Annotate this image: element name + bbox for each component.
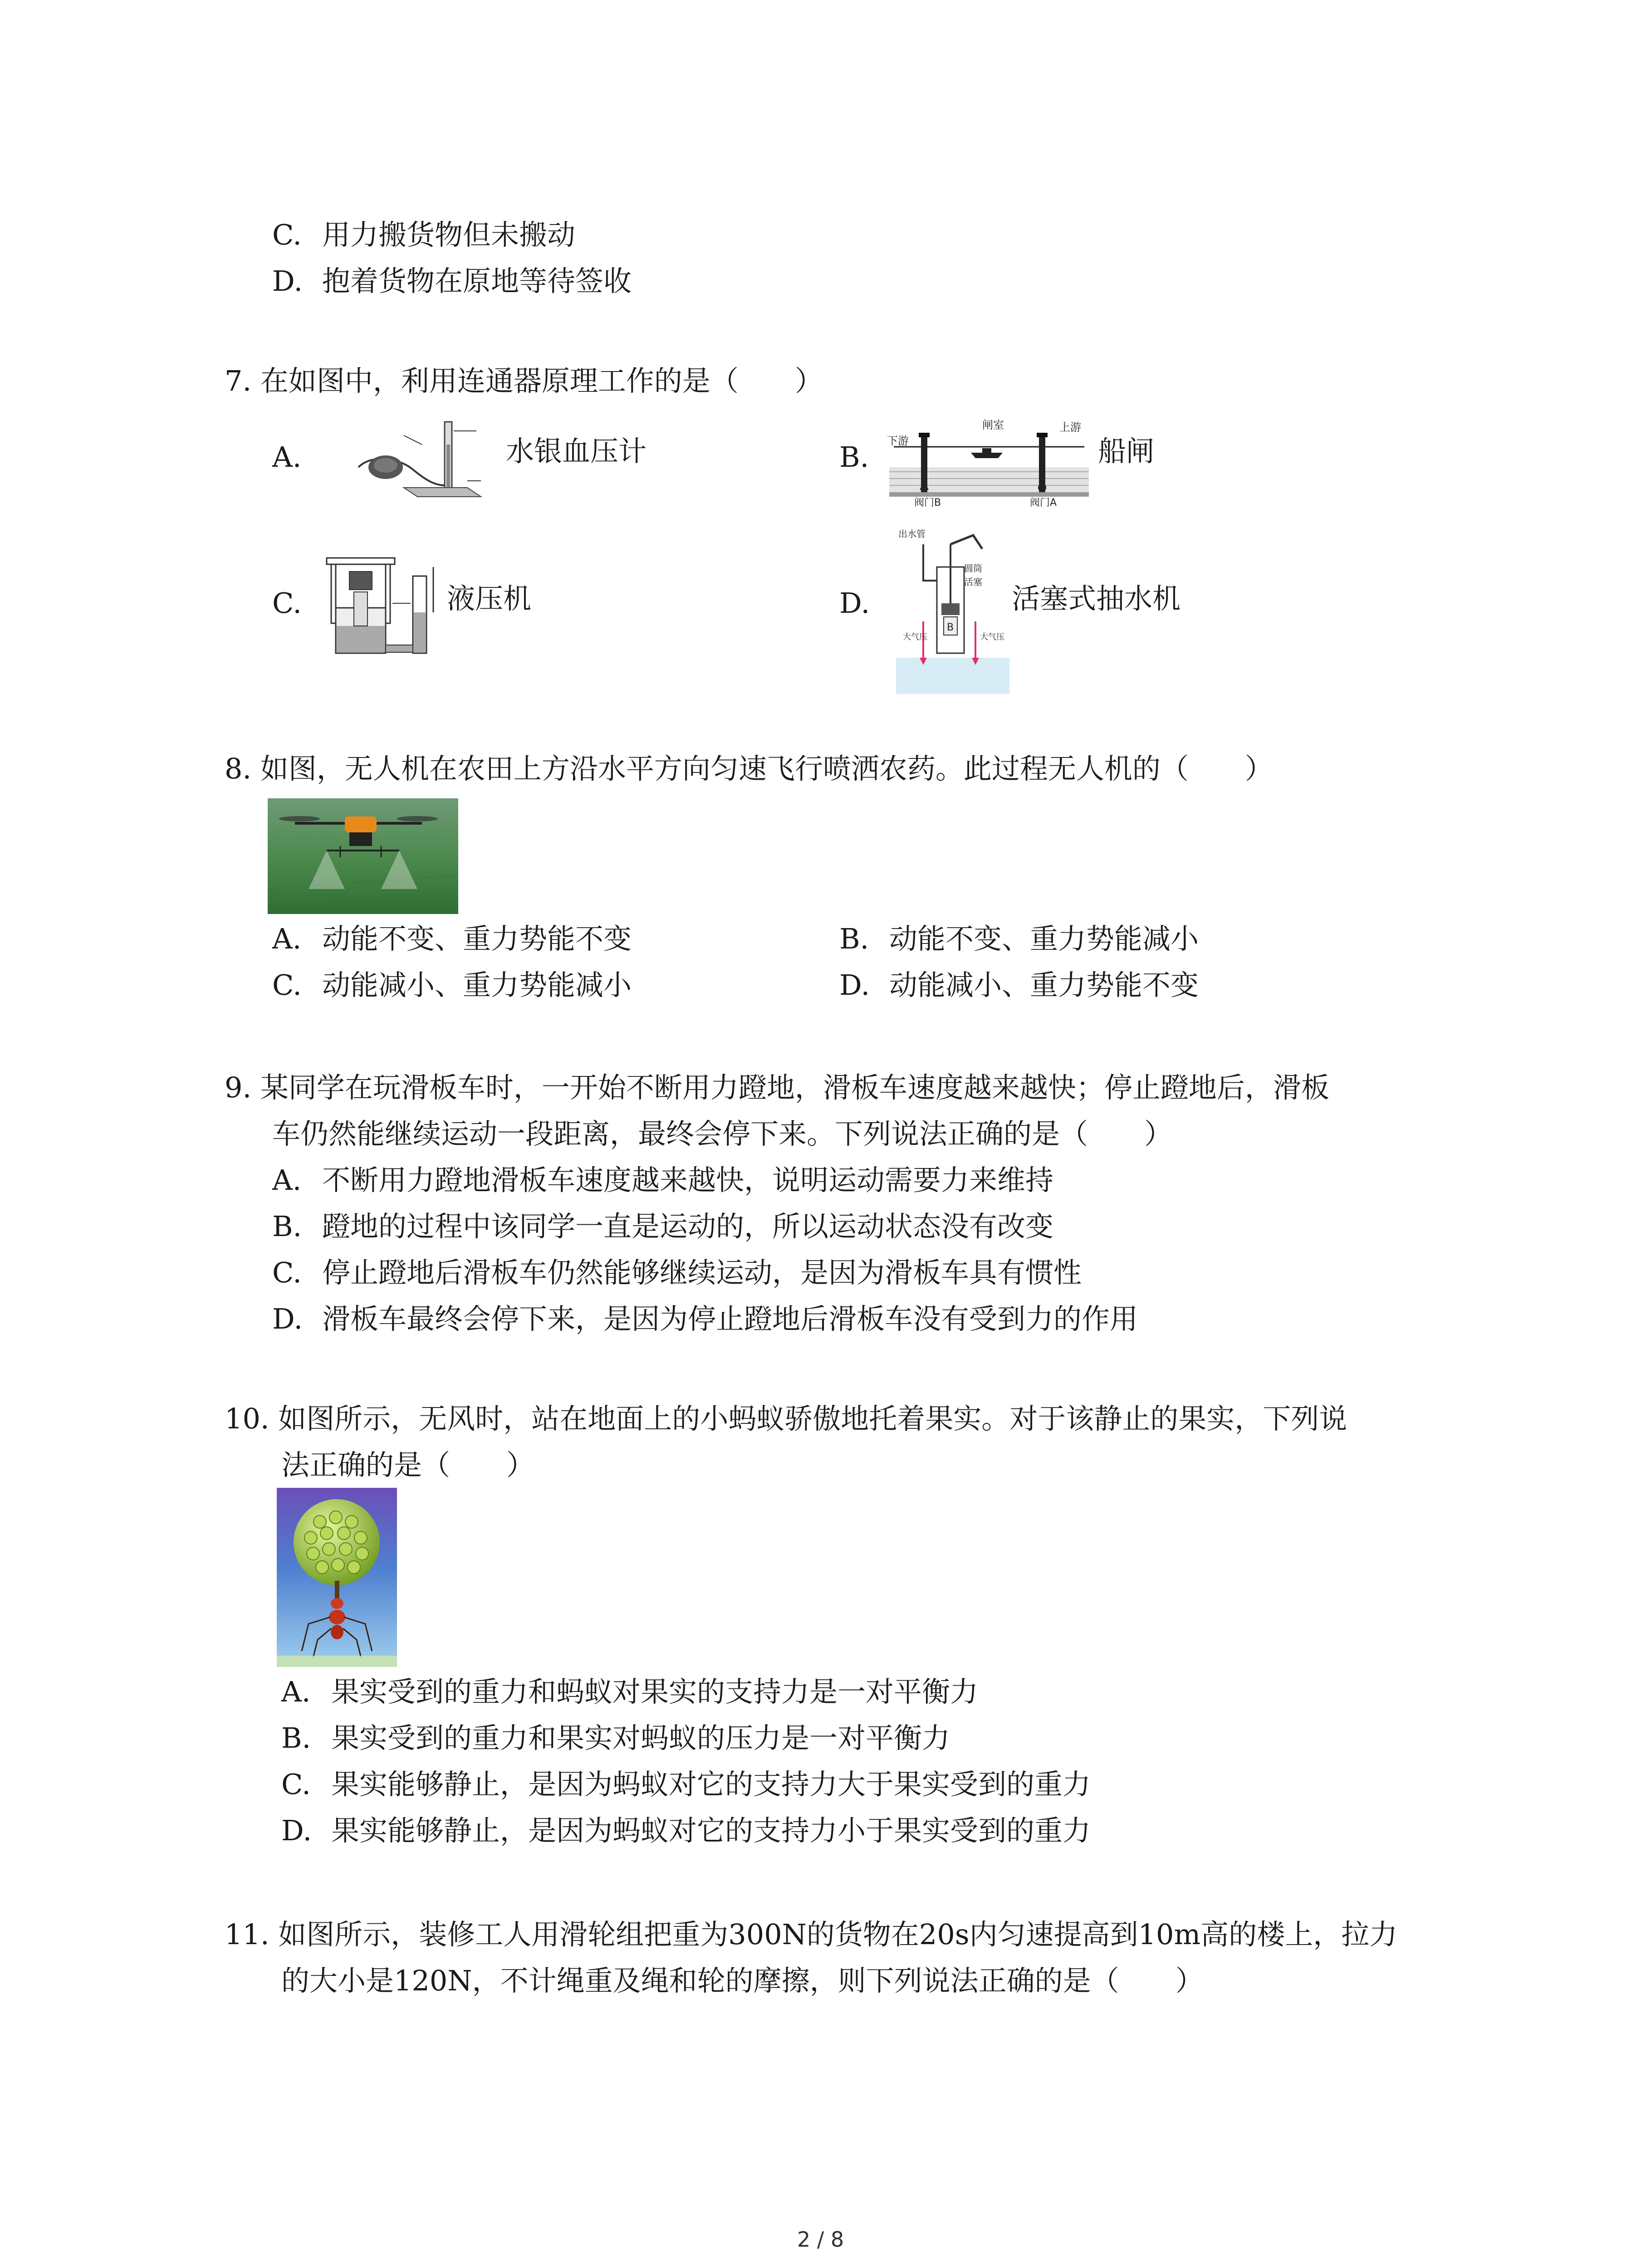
q8-option-d: D. 动能减小、重力势能不变 [839,968,1199,1002]
ship-lock-valve-a-label: 阀门A [1030,497,1057,508]
q7-option-b-letter: B. [839,440,869,474]
q8-option-c: C. 动能减小、重力势能减小 [272,968,632,1002]
ship-lock-valve-b-label: 阀门B [914,497,941,508]
q10-option-b: B. 果实受到的重力和果实对蚂蚁的压力是一对平衡力 [281,1721,950,1755]
hydraulic-press-figure [318,549,440,662]
q6-option-d: D. 抱着货物在原地等待签收 [272,264,632,298]
q8-option-b: B. 动能不变、重力势能减小 [839,922,1199,955]
page-number: 2 / 8 [797,2227,844,2252]
q10-stem-line2: 法正确的是（ ） [281,1448,535,1481]
q9-option-c: C. 停止蹬地后滑板车仍然能够继续运动，是因为滑板车具有惯性 [272,1256,1082,1289]
ship-lock-upstream-label: 上游 [1059,421,1081,434]
q10-option-a: A. 果实受到的重力和蚂蚁对果实的支持力是一对平衡力 [281,1675,979,1708]
q10-option-d: D. 果实能够静止，是因为蚂蚁对它的支持力小于果实受到的重力 [281,1814,1091,1847]
ship-lock-chamber-label: 闸室 [982,419,1004,431]
q10-stem-line1: 10. 如图所示，无风时，站在地面上的小蚂蚁骄傲地托着果实。对于该静止的果实，下列说 [225,1402,1347,1435]
pump-pressure-right-label: 大气压 [980,632,1004,642]
pump-pressure-left-label: 大气压 [903,632,927,642]
q7-option-d-letter: D. [839,587,870,620]
blood-pressure-gauge-figure [331,417,495,499]
q8-option-a: A. 动能不变、重力势能不变 [272,922,632,955]
q11-stem-line1: 11. 如图所示，装修工人用滑轮组把重为300N的货物在20s内匀速提高到10m高的楼上，拉力 [225,1918,1398,1951]
q7-option-c-letter: C. [272,587,302,620]
q11-stem-line2: 的大小是120N，不计绳重及绳和轮的摩擦，则下列说法正确的是（ ） [281,1964,1204,1997]
q9-option-a: A. 不断用力蹬地滑板车速度越来越快，说明运动需要力来维持 [272,1163,1054,1197]
q7-option-a-text: 水银血压计 [506,435,647,468]
pump-piston-label: 活塞 [964,577,982,587]
pump-outlet-label: 出水管 [898,528,926,539]
q9-stem-line2: 车仍然能继续运动一段距离，最终会停下来。下列说法正确的是（ ） [272,1117,1173,1150]
q9-option-b: B. 蹬地的过程中该同学一直是运动的，所以运动状态没有改变 [272,1210,1054,1243]
q9-option-d: D. 滑板车最终会停下来，是因为停止蹬地后滑板车没有受到力的作用 [272,1302,1138,1335]
piston-pump-figure [896,526,1009,694]
q7-stem: 7. 在如图中，利用连通器原理工作的是（ ） [225,364,823,397]
svg-text:B: B [947,622,954,633]
ship-lock-downstream-label: 下游 [887,435,909,447]
ship-lock-figure [885,413,1093,508]
q6-option-c: C. 用力搬货物但未搬动 [272,218,576,251]
q7-option-a-letter: A. [272,440,302,474]
q7-option-b-text: 船闸 [1098,435,1155,468]
q8-stem: 8. 如图，无人机在农田上方沿水平方向匀速飞行喷洒农药。此过程无人机的（ ） [225,752,1273,785]
q10-option-c: C. 果实能够静止，是因为蚂蚁对它的支持力大于果实受到的重力 [281,1768,1091,1801]
q9-stem-line1: 9. 某同学在玩滑板车时，一开始不断用力蹬地，滑板车速度越来越快；停止蹬地后，滑板 [225,1071,1329,1104]
q7-option-c-text: 液压机 [447,582,532,615]
drone-spraying-photo [268,798,458,914]
pump-cylinder-label: 圆筒 [964,563,982,574]
ant-holding-fruit-photo [277,1488,397,1667]
q7-option-d-text: 活塞式抽水机 [1012,582,1181,615]
